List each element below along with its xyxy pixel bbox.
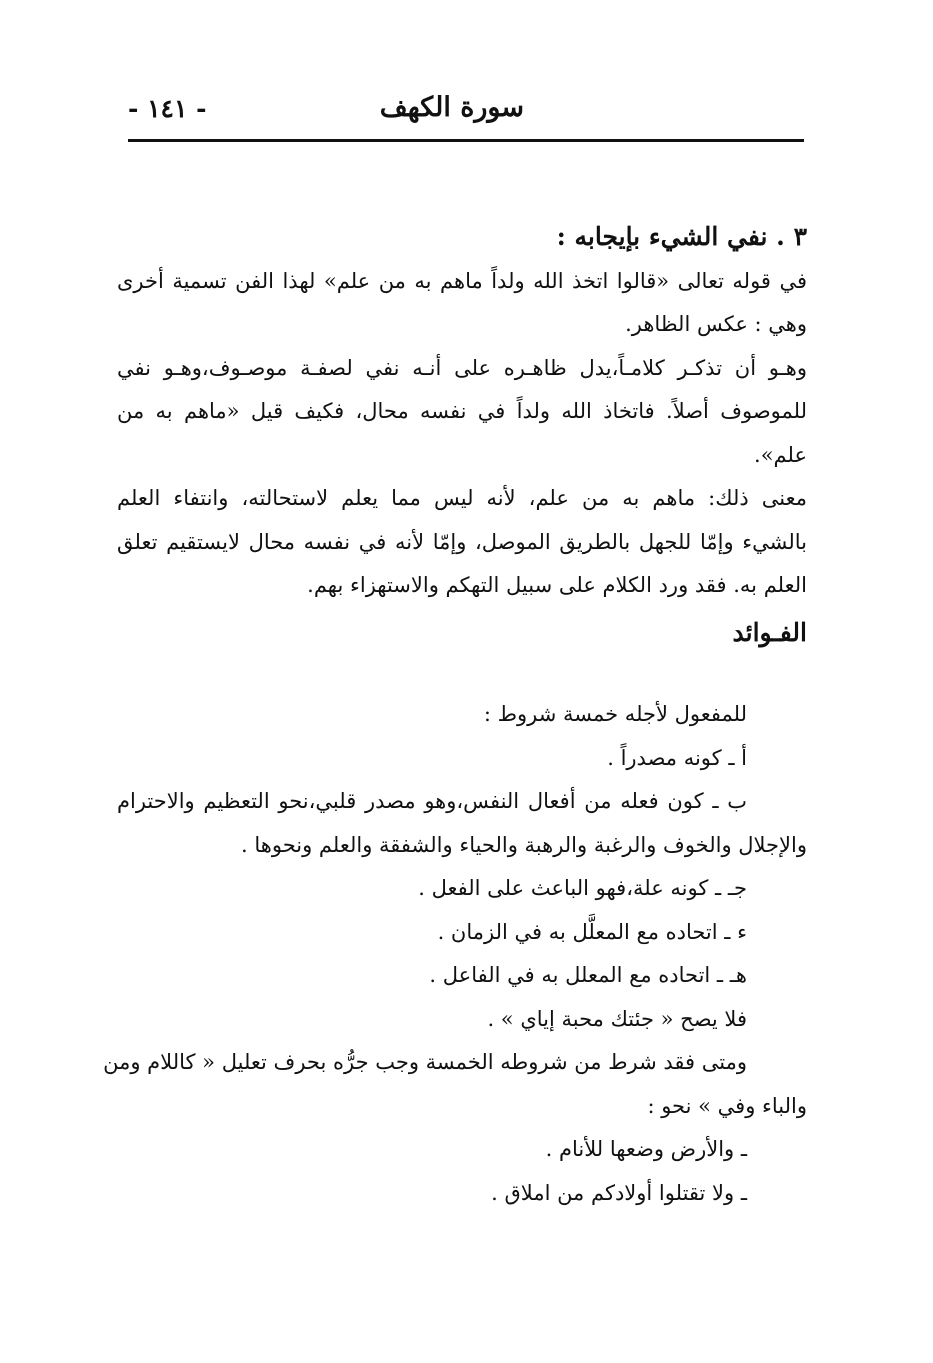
- closing-line: والباء وفي » نحو :: [647, 1094, 807, 1118]
- condition-example: فلا يصح « جئتك محبة إياي » .: [487, 1007, 747, 1031]
- paragraph-line: وهـو أن تذكـر كلامـاً،يدل ظاهـره على أنـه نفي لصفـة موصـوف،وهـو نفي: [117, 356, 807, 380]
- paragraph-line: وهي : عكس الظاهر.: [625, 312, 807, 336]
- header-divider: [128, 139, 804, 142]
- condition-item: أ ـ كونه مصدراً .: [607, 746, 747, 770]
- condition-item: ء ـ اتحاده مع المعلَّل به في الزمان .: [437, 920, 747, 944]
- benefits-intro: للمفعول لأجله خمسة شروط :: [483, 702, 747, 726]
- paragraph-line: بالشيء وإمّا للجهل بالطريق الموصل، وإمّا لأنه في نفسه محال لايستقيم تعلق: [117, 530, 807, 554]
- paragraph-line: للموصوف أصلاً. فاتخاذ الله ولداً في نفسه محال، فكيف قيل «ماهم به من: [117, 399, 807, 423]
- condition-item: جـ ـ كونه علة،فهو الباعث على الفعل .: [418, 876, 747, 900]
- page-number: - ١٤١ -: [128, 94, 207, 123]
- condition-item: ب ـ كون فعله من أفعال النفس،وهو مصدر قلبي،نحو التعظيم والاحترام: [117, 789, 747, 813]
- section-heading: ٣ . نفي الشيء بإيجابه :: [556, 222, 807, 251]
- paragraph-line: العلم به. فقد ورد الكلام على سبيل التهكم والاستهزاء بهم.: [307, 573, 807, 597]
- condition-item-continuation: والإجلال والخوف والرغبة والرهبة والحياء والشفقة والعلم ونحوها .: [241, 833, 807, 857]
- page-title: سورة الكهف: [379, 92, 524, 123]
- paragraph-line: في قوله تعالى «قالوا اتخذ الله ولداً ماهم به من علم» لهذا الفن تسمية أخرى: [117, 269, 807, 293]
- example-item: ـ والأرض وضعها للأنام .: [545, 1137, 747, 1161]
- paragraph-line: علم».: [754, 443, 807, 467]
- condition-item: هـ ـ اتحاده مع المعلل به في الفاعل .: [429, 963, 747, 987]
- page-header: [128, 92, 804, 136]
- paragraph-line: معنى ذلك: ماهم به من علم، لأنه ليس مما يعلم لاستحالته، وانتفاء العلم: [117, 486, 807, 510]
- benefits-heading: الفـوائد: [732, 618, 807, 647]
- example-item: ـ ولا تقتلوا أولادكم من املاق .: [491, 1181, 747, 1205]
- closing-line: ومتى فقد شرط من شروطه الخمسة وجب جرُّه بحرف تعليل « كاللام ومن: [103, 1050, 747, 1074]
